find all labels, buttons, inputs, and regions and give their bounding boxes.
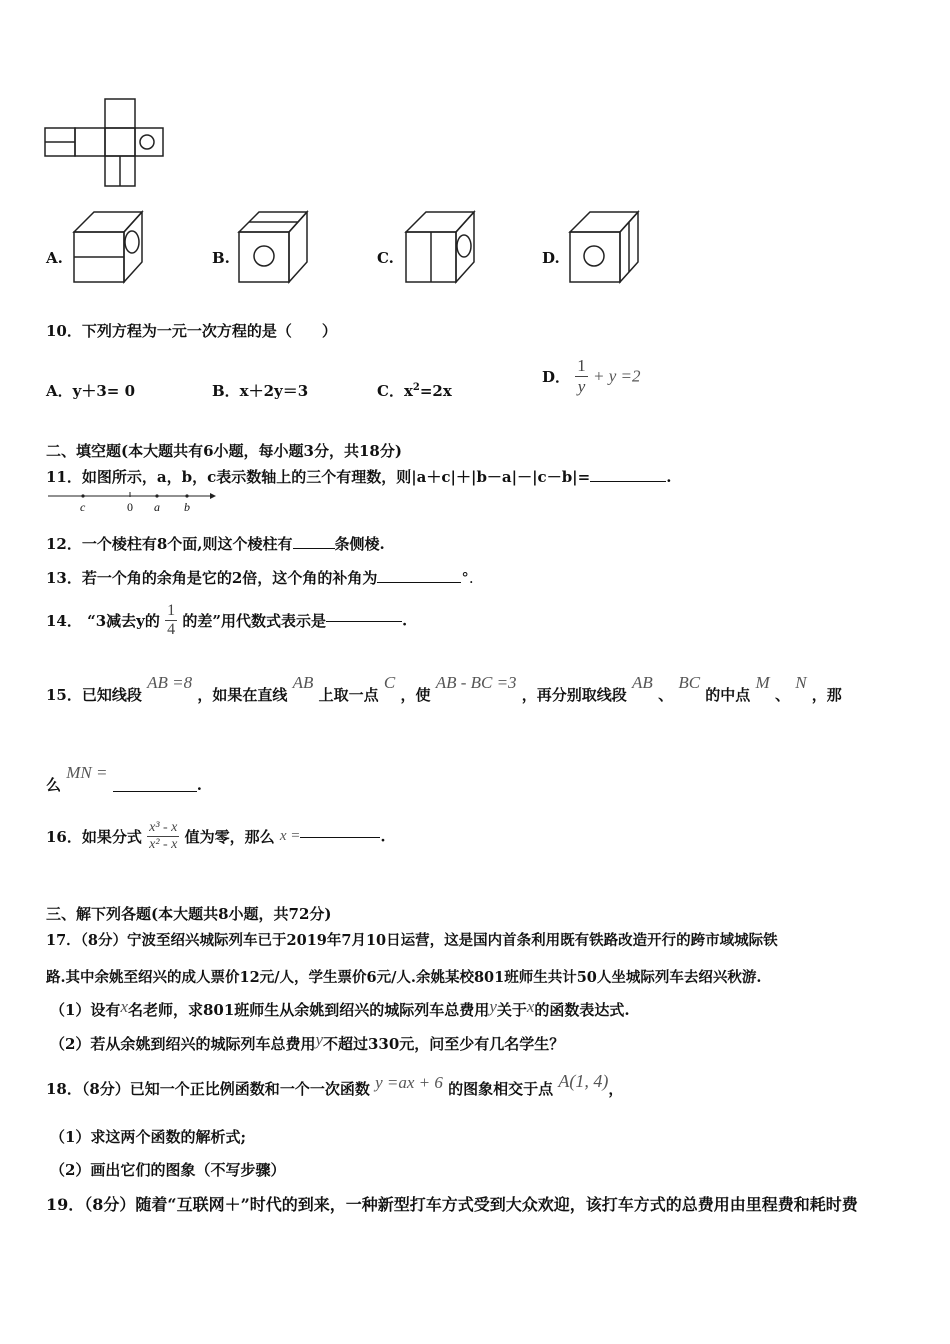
- axis-label-c: c: [80, 500, 86, 514]
- q10-option-c: [377, 380, 452, 401]
- q17-p2-y: y: [315, 1030, 323, 1049]
- q10-option-d-label: D．: [542, 368, 571, 386]
- q15-tail: .: [196, 776, 202, 794]
- q13-tail: °.: [461, 569, 474, 587]
- q14: [46, 602, 407, 639]
- q18-part2: （2）画出它们的图象（不写步骤）: [50, 1161, 286, 1179]
- q15-t5: ，再分别取线段: [521, 686, 627, 704]
- q10-option-b: B．x＋2y＝3: [212, 382, 309, 400]
- fraction-denominator: x² - x: [149, 837, 178, 852]
- q18-point: A(1, 4): [558, 1071, 609, 1091]
- q16: [46, 820, 386, 853]
- q15-m3: C: [383, 673, 396, 692]
- q15-answer-blank[interactable]: [113, 790, 197, 792]
- q15-t4: ，使: [400, 686, 431, 704]
- q16-var: x =: [279, 828, 301, 844]
- q14-fraction: [165, 602, 177, 639]
- option-a-label: A.: [46, 249, 63, 267]
- q15-t1: 15．已知线段: [46, 686, 142, 704]
- q11-stem: [46, 466, 671, 487]
- fraction-numerator: 1: [167, 602, 176, 619]
- fraction-denominator: y: [577, 377, 586, 396]
- q15-t6: 、: [658, 686, 674, 704]
- q11-answer-blank[interactable]: [590, 480, 666, 482]
- q17-part1: [50, 999, 630, 1020]
- q15-m2: AB: [292, 673, 314, 692]
- q13-answer-blank[interactable]: [377, 581, 461, 583]
- q17-p2-a: （2）若从余姚到绍兴的城际列车总费用: [50, 1035, 316, 1053]
- option-d-label: D.: [542, 249, 560, 267]
- cube-option-b: [237, 210, 309, 284]
- q17-part2: [50, 1030, 565, 1054]
- q10-option-c-rest: =2x: [419, 382, 452, 400]
- q10-stem: 10．下列方程为一元一次方程的是（ ）: [46, 322, 337, 340]
- section-2-heading: 二、填空题(本大题共有6小题，每小题3分，共18分): [46, 442, 402, 460]
- cube-option-d: [568, 210, 640, 284]
- q18-tail: ，: [608, 1080, 624, 1098]
- axis-label-b: b: [184, 500, 190, 514]
- q14-answer-blank[interactable]: [326, 620, 402, 622]
- q18-stem: [46, 1071, 624, 1099]
- q17-p1-d: 的函数表达式.: [534, 1001, 630, 1019]
- q12: [46, 533, 385, 554]
- option-b-label: B.: [212, 249, 230, 267]
- q18-text: 18．（8分）已知一个正比例函数和一个一次函数: [46, 1080, 370, 1098]
- q13: [46, 567, 474, 588]
- section-3-heading: 三、解下列各题(本大题共8小题，共72分): [46, 905, 332, 923]
- q15-m7: M: [755, 673, 770, 692]
- q17-p1-a: （1）设有: [50, 1001, 121, 1019]
- q10-option-d: [542, 356, 640, 397]
- fraction-denominator: 4: [167, 621, 176, 638]
- q13-text: 13．若一个角的余角是它的2倍，这个角的补角为: [46, 569, 378, 587]
- q19-line1: 19．（8分）随着“互联网＋”时代的到来，一种新型打车方式受到大众欢迎，该打车方式的总费用由里程费和耗时费: [46, 1195, 858, 1214]
- q16-answer-blank[interactable]: [300, 836, 380, 838]
- q17-p2-b: 不超过330元，问至少有几名学生？: [323, 1035, 565, 1053]
- q17-p1-x2: x: [526, 997, 535, 1016]
- q15-m8: N: [795, 673, 807, 692]
- q16-text-2: 值为零，那么: [184, 828, 275, 846]
- q15-t9: ，那: [811, 686, 842, 704]
- q10-option-d-fraction: [575, 356, 588, 397]
- q17-p1-b: 名老师，求801班师生从余姚到绍兴的城际列车总费用: [127, 1001, 490, 1019]
- q18-function: y =ax + 6: [375, 1073, 443, 1092]
- fraction-numerator: 1: [577, 356, 586, 375]
- q15-mn: MN =: [66, 763, 108, 782]
- q15-t8: 、: [774, 686, 790, 704]
- q10-option-c-base: C．x: [377, 382, 413, 400]
- q15-line1: [46, 673, 842, 705]
- q16-tail: .: [380, 827, 386, 846]
- q18-part1: （1）求这两个函数的解析式;: [50, 1128, 246, 1146]
- q11-text: 11．如图所示，a，b，c表示数轴上的三个有理数，则|a＋c|＋|b－a|－|c－b|=: [46, 468, 591, 486]
- q10-option-a: A．y＋3= 0: [46, 382, 136, 400]
- fraction-numerator: x³ - x: [149, 820, 178, 835]
- q15-m6: BC: [678, 673, 701, 692]
- q17-p1-c: 关于: [496, 1001, 527, 1019]
- q17-p1-y: y: [489, 997, 497, 1016]
- q15-t7: 的中点: [705, 686, 751, 704]
- q12-answer-blank[interactable]: [293, 547, 335, 549]
- q17-line1: 17．（8分）宁波至绍兴城际列车已于2019年7月10日运营，这是国内首条利用既有铁路改造开行的跨市域城际铁: [46, 932, 778, 949]
- q15-line2: [46, 762, 202, 794]
- q15-m1: AB =8: [147, 673, 193, 692]
- cube-option-c: [404, 210, 476, 284]
- q10-option-d-rest: + y =2: [592, 366, 641, 386]
- q15-t3: 上取一点: [318, 686, 379, 704]
- axis-label-0: 0: [127, 500, 133, 514]
- cube-option-a: [72, 210, 144, 284]
- axis-label-a: a: [154, 500, 160, 514]
- q15-m4: AB - BC =3: [435, 673, 517, 692]
- q15-t2: ，如果在直线: [197, 686, 288, 704]
- q15-m5: AB: [632, 673, 653, 692]
- q17-p1-x: x: [120, 997, 128, 1016]
- q14-text: 14． “3减去y的: [46, 612, 160, 630]
- q18-text-2: 的图象相交于点: [448, 1080, 554, 1098]
- q12-text: 12．一个棱柱有8个面,则这个棱柱有: [46, 535, 293, 553]
- q16-text: 16．如果分式: [46, 828, 142, 846]
- q10-option-c-exponent: 2: [412, 382, 420, 393]
- q16-fraction: [147, 820, 179, 853]
- cube-net-figure: [44, 98, 166, 190]
- q17-line2: 路.其中余姚至绍兴的成人票价12元/人，学生票价6元/人.余姚某校801班师生共计50人坐城际列车去绍兴秋游.: [46, 969, 762, 986]
- option-c-label: C.: [377, 249, 394, 267]
- q14-text-2: 的差”用代数式表示是: [182, 612, 326, 630]
- q15-line2-pre: 么: [46, 776, 62, 794]
- q11-tail: .: [666, 468, 672, 486]
- q12-tail: 条侧棱.: [334, 535, 385, 553]
- q14-tail: .: [402, 611, 408, 630]
